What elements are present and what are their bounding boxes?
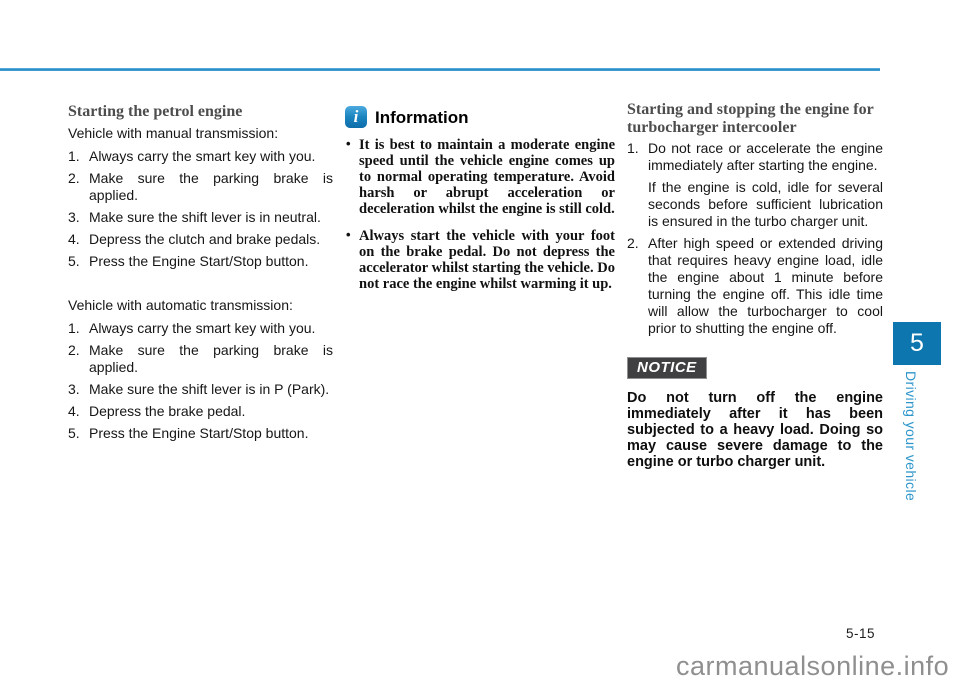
list-number: 2. xyxy=(627,235,639,251)
chapter-title-vertical: Driving your vehicle xyxy=(903,371,919,502)
information-bullet xyxy=(345,228,615,292)
information-bullet xyxy=(345,137,615,217)
list-number: 2. xyxy=(68,169,80,186)
list-number: 2. xyxy=(68,341,80,358)
list-item xyxy=(68,403,333,420)
list-text: Press the Engine Start/Stop button. xyxy=(89,424,309,441)
information-bullet-text: It is best to maintain a moderate engine speed until the vehicle engine comes up to normal operating temperature. Avoid harsh or abrupt acceleration or deceleration whilst the engine is still cold. xyxy=(359,137,615,217)
list-number: 4. xyxy=(68,402,80,419)
list-item xyxy=(627,140,883,174)
list-item xyxy=(68,231,333,248)
list-text: Make sure the shift lever is in P (Park). xyxy=(89,380,330,397)
list-text: Make sure the shift lever is in neutral. xyxy=(89,208,321,225)
list-number: 4. xyxy=(68,230,80,247)
spacer xyxy=(68,275,333,297)
list-number: 5. xyxy=(68,424,80,441)
section-heading-turbocharger: Starting and stopping the engine for turbocharger intercooler xyxy=(627,101,874,136)
list-text: Make sure the parking brake is applied. xyxy=(89,341,333,375)
information-title: Information xyxy=(375,107,469,127)
list-item xyxy=(68,253,333,270)
information-header xyxy=(345,106,615,128)
bullet-marker: • xyxy=(346,136,351,151)
page-number: 5-15 xyxy=(846,626,876,641)
column-information xyxy=(345,106,615,303)
list-text: Depress the brake pedal. xyxy=(89,402,246,419)
list-item xyxy=(68,342,333,376)
list-number: 1. xyxy=(68,319,80,336)
watermark-text: carmanualsonline.info xyxy=(676,651,950,681)
list-text: Do not race or accelerate the engine immediately after starting the engine. xyxy=(648,140,883,173)
information-bullet-text: Always start the vehicle with your foot on the brake pedal. Do not depress the accelerator whilst starting the vehicle. Do not race the engine whilst warming it up. xyxy=(359,228,615,292)
list-item xyxy=(68,148,333,165)
notice-badge: NOTICE xyxy=(627,357,707,379)
list-item xyxy=(68,170,333,204)
list-text: Press the Engine Start/Stop button. xyxy=(89,252,309,269)
list-text: After high speed or extended driving that requires heavy engine load, idle the engine about 1 minute before turning the engine off. This idle time will allow the turbocharger to cool prior to shutting the engine off. xyxy=(648,235,883,336)
list-item xyxy=(68,209,333,226)
list-item-continuation: If the engine is cold, idle for several seconds before sufficient lubrication is ensured in the turbo charger unit. xyxy=(648,179,883,229)
section-heading-petrol: Starting the petrol engine xyxy=(68,103,243,120)
list-number: 5. xyxy=(68,252,80,269)
list-number: 1. xyxy=(627,140,639,156)
manual-transmission-intro: Vehicle with manual transmission: xyxy=(68,124,279,141)
header-rule xyxy=(0,68,880,71)
notice-text: Do not turn off the engine immediately after it has been subjected to a heavy load. Doing so may cause severe damage to the engine or turbo charger unit. xyxy=(627,390,883,470)
list-item xyxy=(68,320,333,337)
list-number: 3. xyxy=(68,380,80,397)
list-text: Depress the clutch and brake pedals. xyxy=(89,230,321,247)
automatic-transmission-intro: Vehicle with automatic transmission: xyxy=(68,296,293,313)
list-text: Always carry the smart key with you. xyxy=(89,147,316,164)
list-number: 1. xyxy=(68,147,80,164)
chapter-number-tab: 5 xyxy=(893,322,941,365)
list-number: 3. xyxy=(68,208,80,225)
list-item xyxy=(68,425,333,442)
list-item xyxy=(68,381,333,398)
list-text: Always carry the smart key with you. xyxy=(89,319,316,336)
column-petrol-engine xyxy=(68,103,333,447)
column-turbocharger xyxy=(627,101,883,470)
information-icon: i xyxy=(345,106,367,128)
list-text: Make sure the parking brake is applied. xyxy=(89,169,333,203)
list-item xyxy=(627,235,883,337)
bullet-marker: • xyxy=(346,227,351,242)
